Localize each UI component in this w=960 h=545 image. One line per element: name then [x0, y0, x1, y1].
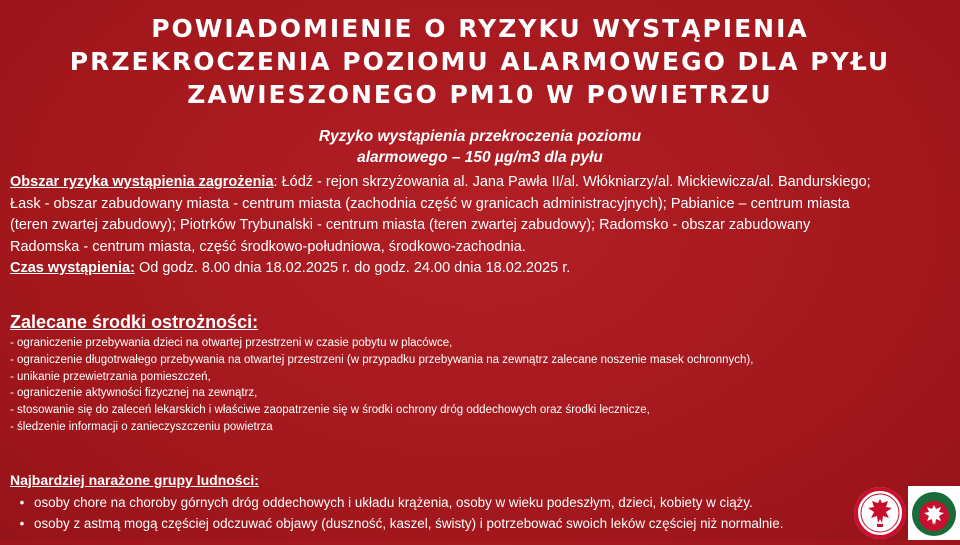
groups-heading: Najbardziej narażone grupy ludności:	[10, 472, 259, 488]
measures-list	[10, 335, 910, 436]
measure-item: - unikanie przewietrzania pomieszczeń,	[10, 370, 211, 383]
psse-logo	[908, 486, 960, 540]
title-line-2: PRZEKROCZENIA POZIOMU ALARMOWEGO DLA PYŁU	[69, 47, 891, 76]
group-item-text: osoby chore na choroby górnych dróg oddechowych i układu krążenia, osoby w wieku podeszłym, dzieci, kobiety w ciąży.	[34, 495, 753, 510]
measure-item: - ograniczenie długotrwałego przebywania na otwartej przestrzeni (w przypadku przebywania na zewnątrz zalecane noszenie masek ochronnych),	[10, 353, 754, 366]
risk-area-text-1: : Łódź - rejon skrzyżowania al. Jana Pawła II/al. Włókniarzy/al. Mickiewicza/al. Bandurskiego;	[273, 174, 871, 190]
risk-area-line-3: (teren zwartej zabudowy); Piotrków Trybunalski - centrum miasta (teren zwartej zabudowy); Radomsko - obszar zabudowany	[10, 217, 811, 233]
risk-area-line-2: Łask - obszar zabudowany miasta - centrum miasta (zachodnia część w granicach administracyjnych); Pabianice – centrum miasta	[10, 195, 850, 212]
title-line-3: ZAWIESZONEGO PM10 W POWIETRZU	[187, 80, 773, 109]
bullet-icon: •	[19, 516, 25, 531]
title-line-1: POWIADOMIENIE O RYZYKU WYSTĄPIENIA	[151, 14, 809, 43]
measure-item: - ograniczenie przebywania dzieci na otwartej przestrzeni w czasie pobytu w placówce,	[10, 337, 453, 349]
measure-item: - śledzenie informacji o zanieczyszczeniu powietrza	[10, 420, 273, 433]
group-item	[10, 492, 870, 513]
notice-subtitle	[0, 126, 960, 168]
notice-title	[0, 12, 960, 111]
group-item	[10, 513, 870, 534]
shield-eagle-icon	[908, 486, 960, 540]
group-item-text: osoby z astmą mogą częściej odczuwać objawy (duszność, kaszel, świsty) i potrzebować swoich leków częściej niż normalnie.	[34, 516, 784, 531]
measure-item: - stosowanie się do zaleceń lekarskich i właściwe zaopatrzenie się w środki ochrony dróg oddechowych oraz środki lecznicze,	[10, 404, 650, 417]
time-line	[10, 258, 955, 280]
groups-list	[10, 492, 870, 534]
risk-area-line-4: Radomska - centrum miasta, część środkowo-południowa, środkowo-zachodnia.	[10, 238, 526, 255]
measures-heading: Zalecane środki ostrożności:	[10, 312, 259, 332]
subtitle-line-2: alarmowego – 150 µg/m3 dla pyłu	[357, 149, 603, 166]
risk-area-section	[10, 172, 955, 280]
time-label: Czas wystąpienia:	[10, 260, 135, 276]
sanitary-inspection-logo	[853, 486, 907, 540]
subtitle-line-1: Ryzyko wystąpienia przekroczenia poziomu	[318, 128, 642, 145]
risk-area-line-1	[10, 172, 955, 194]
measure-item: - ograniczenie aktywności fizycznej na zewnątrz,	[10, 387, 258, 400]
eagle-emblem-icon	[853, 486, 907, 540]
time-text: Od godz. 8.00 dnia 18.02.2025 r. do godz. 24.00 dnia 18.02.2025 r.	[134, 260, 571, 276]
bullet-icon: •	[19, 495, 25, 510]
risk-area-label: Obszar ryzyka wystąpienia zagrożenia	[10, 174, 274, 190]
